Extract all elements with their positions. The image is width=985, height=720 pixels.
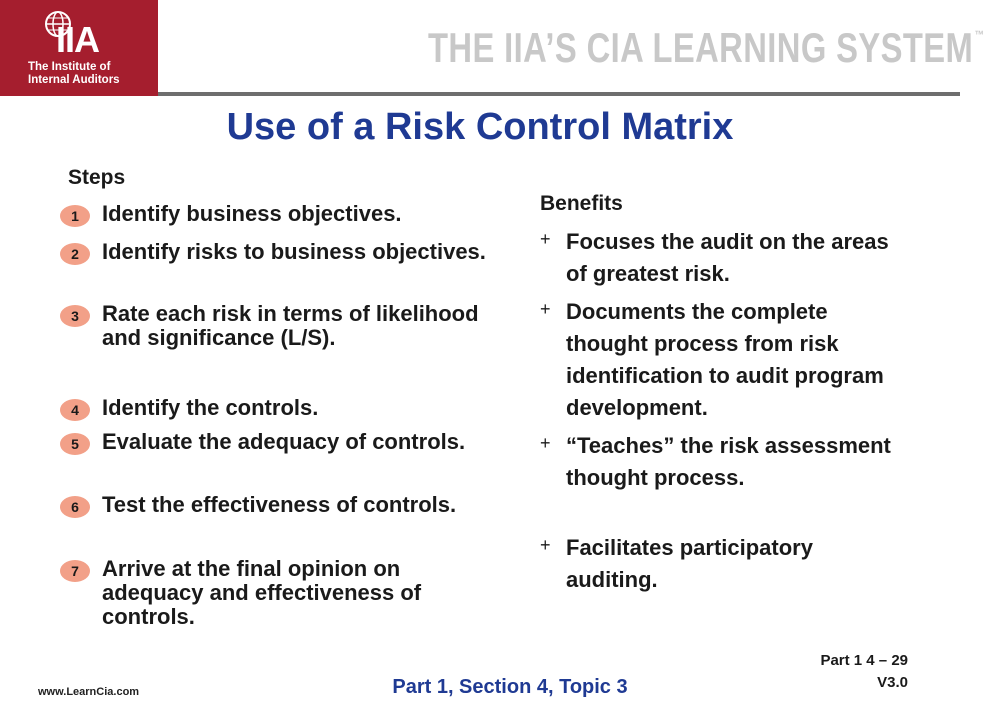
- footer-url: www.LearnCia.com: [38, 686, 140, 698]
- step-number-badge: 2: [60, 243, 90, 265]
- plus-bullet-icon: +: [540, 535, 551, 555]
- step-item: [60, 430, 497, 455]
- step-item: [60, 557, 497, 629]
- footer-page-info: [820, 650, 908, 694]
- benefit-text: Focuses the audit on the areas of greatest risk.: [566, 229, 889, 286]
- benefit-text: Facilitates participatory auditing.: [566, 535, 813, 592]
- step-item: [60, 493, 497, 518]
- step-number-badge: 4: [60, 399, 90, 421]
- header-band: [158, 0, 985, 96]
- step-number-badge: 1: [60, 205, 90, 227]
- benefits-heading: Benefits: [540, 192, 623, 215]
- step-text: Identify business objectives.: [102, 201, 402, 226]
- logo-mark: IIA: [56, 19, 100, 60]
- plus-bullet-icon: +: [540, 433, 551, 453]
- step-item: [60, 202, 497, 227]
- step-text: Evaluate the adequacy of controls.: [102, 429, 466, 454]
- trademark-symbol: ™: [974, 28, 985, 42]
- benefit-text: “Teaches” the risk assessment thought process.: [566, 433, 891, 490]
- step-text: Arrive at the final opinion on adequacy and effectiveness of controls.: [102, 556, 422, 629]
- step-number-badge: 7: [60, 560, 90, 582]
- page-number: Part 1 4 – 29: [820, 652, 908, 669]
- step-number-badge: 5: [60, 433, 90, 455]
- step-text: Rate each risk in terms of likelihood and significance (L/S).: [102, 301, 479, 350]
- footer-section: Part 1, Section 4, Topic 3: [392, 676, 628, 698]
- logo-text-line-2: Internal Auditors: [28, 74, 120, 86]
- version-label: V3.0: [877, 674, 908, 691]
- step-text: Identify risks to business objectives.: [102, 239, 486, 264]
- step-text: Test the effectiveness of controls.: [102, 492, 457, 517]
- benefit-item: [540, 296, 901, 424]
- iia-logo: [0, 0, 158, 96]
- slide-title: Use of a Risk Control Matrix: [226, 106, 734, 148]
- step-number-badge: 6: [60, 496, 90, 518]
- benefit-item: [540, 430, 901, 494]
- step-item: [60, 396, 497, 421]
- step-item: [60, 240, 497, 265]
- benefit-item: [540, 532, 901, 596]
- plus-bullet-icon: +: [540, 229, 551, 249]
- header-title: [428, 24, 985, 72]
- logo-text-line-1: The Institute of: [28, 61, 111, 73]
- header-title-text: THE IIA’S CIA LEARNING SYSTEM: [428, 24, 974, 71]
- step-number-badge: 3: [60, 305, 90, 327]
- step-item: [60, 302, 497, 350]
- header-divider: [158, 92, 960, 96]
- steps-heading: Steps: [68, 166, 126, 189]
- step-text: Identify the controls.: [102, 395, 319, 420]
- plus-bullet-icon: +: [540, 299, 551, 319]
- benefit-text: Documents the complete thought process from risk identification to audit program development.: [566, 299, 884, 420]
- benefit-item: [540, 226, 901, 290]
